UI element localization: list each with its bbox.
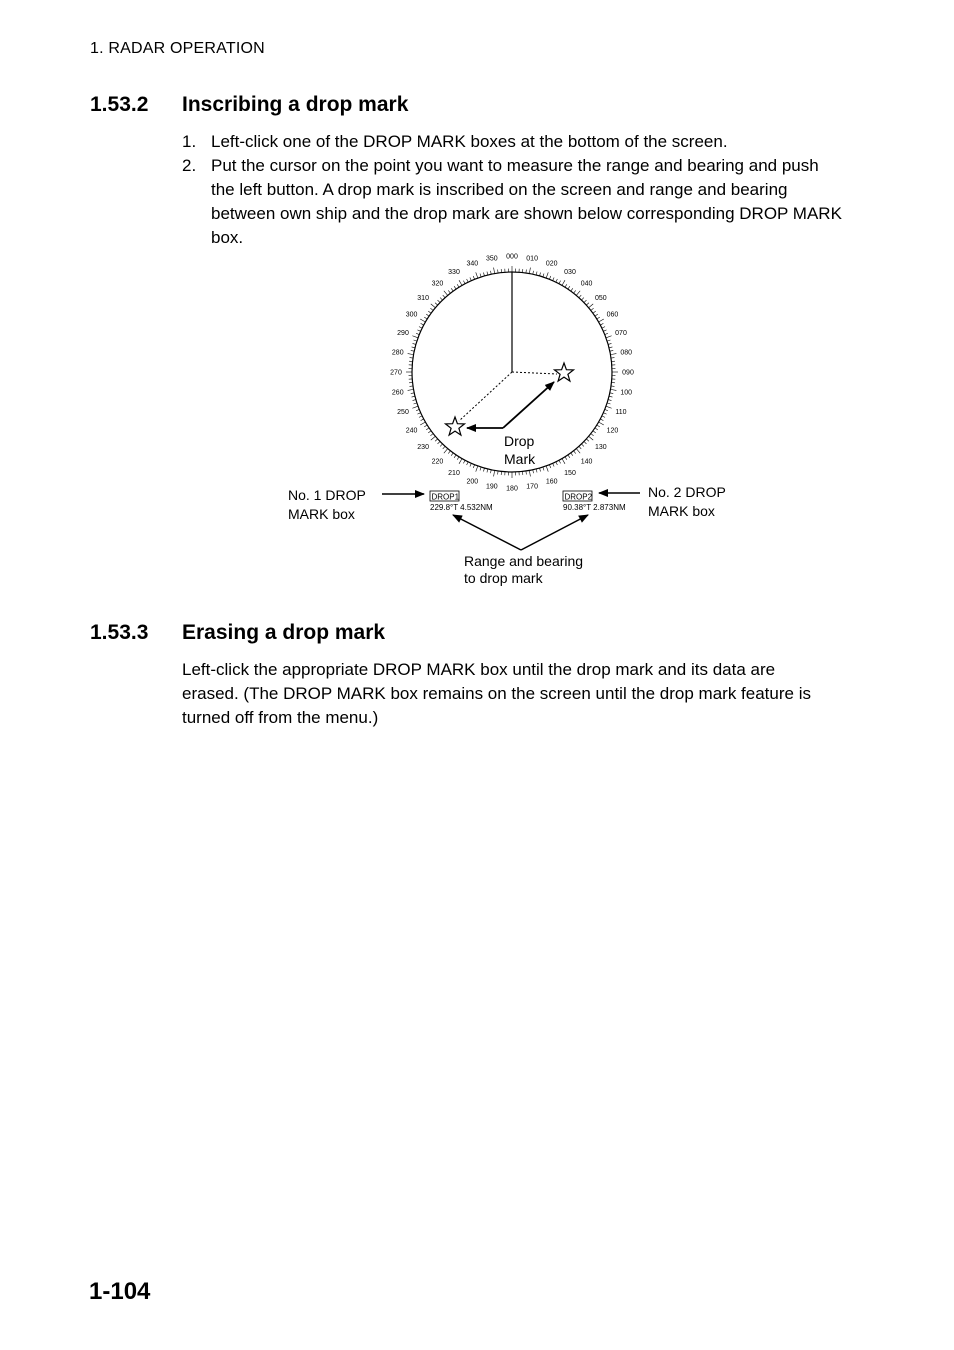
bearing-tick — [421, 323, 424, 325]
drop-mark-label-line1: Drop — [504, 433, 535, 449]
bearing-tick — [533, 271, 534, 274]
bearing-tick — [424, 425, 427, 427]
bearing-tick — [607, 340, 610, 341]
bearing-tick — [610, 389, 616, 390]
bearing-tick — [546, 272, 548, 278]
bearing-tick — [553, 277, 554, 280]
bearing-tick — [430, 308, 433, 310]
drop-mark-diagram — [0, 0, 954, 600]
bearing-tick — [574, 290, 576, 293]
bearing-tick — [571, 288, 573, 291]
bearing-tick — [581, 444, 583, 447]
bearing-tick — [411, 393, 414, 394]
bearing-tick — [470, 463, 471, 466]
bearing-tick — [546, 466, 548, 472]
callout-range-line1: Range and bearing — [464, 553, 584, 569]
bearing-label: 290 — [397, 329, 409, 337]
bearing-label: 150 — [564, 469, 576, 477]
bearing-tick — [408, 354, 414, 355]
bearing-tick — [593, 311, 596, 313]
drop2-box-label: DROP2 — [564, 492, 593, 502]
bearing-tick — [610, 354, 616, 355]
bearing-tick — [438, 441, 441, 443]
bearing-tick — [490, 470, 491, 473]
bearing-label: 080 — [620, 349, 633, 357]
bearing-label: 220 — [431, 458, 444, 466]
bearing-tick — [454, 286, 456, 289]
bearing-tick — [556, 462, 558, 465]
bearing-tick — [467, 279, 469, 282]
bearing-label: 050 — [595, 294, 607, 302]
bearing-label: 100 — [620, 389, 633, 397]
bearing-tick — [559, 460, 561, 463]
bearing-tick — [443, 446, 445, 449]
bearing-tick — [597, 425, 600, 427]
bearing-tick — [480, 274, 481, 277]
bearing-tick — [562, 459, 565, 464]
bearing-tick — [413, 400, 416, 401]
bearing-tick — [444, 291, 448, 296]
bearing-tick — [586, 303, 589, 305]
section-number: 1.53.2 — [90, 93, 149, 116]
bearing-label: 270 — [390, 369, 402, 377]
bearing-tick — [414, 403, 417, 404]
bearing-tick — [451, 288, 453, 291]
bearing-tick — [412, 396, 415, 397]
bearing-label: 280 — [391, 349, 404, 357]
section-heading-erasing — [90, 621, 385, 645]
bearing-label: 350 — [486, 255, 498, 263]
bearing-tick — [536, 272, 537, 275]
bearing-tick — [576, 291, 580, 296]
bearing-tick — [417, 330, 420, 331]
bearing-tick — [419, 416, 422, 418]
bearing-label: 190 — [486, 483, 498, 491]
bearing-tick — [608, 343, 611, 344]
bearing-tick — [476, 272, 478, 278]
bearing-tick — [543, 467, 544, 470]
callout-no2-line2: MARK box — [648, 503, 715, 519]
bearing-tick — [483, 468, 484, 471]
bearing-tick — [420, 422, 425, 425]
bearing-tick — [426, 428, 429, 430]
bearing-tick — [597, 317, 600, 319]
callout-no1-line2: MARK box — [288, 506, 355, 522]
drop-mark-label-line2: Mark — [504, 451, 536, 467]
bearing-tick — [440, 298, 442, 301]
bearing-tick — [494, 470, 495, 476]
running-head: 1. RADAR OPERATION — [90, 40, 265, 57]
bearing-tick — [591, 434, 594, 436]
bearing-label: 110 — [615, 409, 627, 417]
bearing-tick — [470, 277, 471, 280]
bearing-tick — [589, 436, 594, 440]
bearing-tick — [457, 457, 459, 460]
bearing-tick — [419, 327, 422, 329]
bearing-tick — [610, 393, 613, 394]
bearing-tick — [428, 311, 431, 313]
bearing-tick — [533, 470, 534, 473]
bearing-tick — [413, 343, 416, 344]
bearing-label: 320 — [431, 280, 444, 288]
bearing-tick — [559, 281, 561, 284]
bearing-tick — [602, 327, 605, 329]
bearing-label: 040 — [580, 280, 593, 288]
bearing-tick — [602, 416, 605, 418]
bearing-label: 160 — [545, 478, 558, 486]
bearing-tick — [487, 469, 488, 472]
bearing-tick — [473, 276, 474, 279]
bearing-tick — [438, 300, 441, 302]
drop-mark-1-star-icon — [446, 417, 465, 435]
step-number: 1. — [182, 132, 197, 151]
bearing-tick — [451, 453, 453, 456]
drop-mark-2-star-icon — [555, 363, 574, 381]
bearing-tick — [430, 434, 433, 436]
erasing-paragraph: Left-click the appropriate DROP MARK box until the drop mark and its data are erased. (The DROP MARK box remains on the screen until the drop mark feature is turned off from the menu.) — [182, 660, 811, 727]
bearing-tick — [568, 455, 570, 458]
bearing-tick — [412, 406, 418, 408]
bearing-label: 230 — [417, 444, 429, 452]
bearing-tick — [608, 400, 611, 401]
bearing-tick — [448, 290, 450, 293]
bearing-tick — [610, 350, 613, 351]
bearing-label: 020 — [545, 260, 558, 268]
bearing-line-drop1 — [459, 372, 512, 421]
bearing-tick — [463, 460, 465, 463]
drop-mark-arrow-2 — [503, 382, 554, 428]
bearing-tick — [454, 455, 456, 458]
bearing-label: 330 — [448, 269, 460, 277]
bearing-tick — [607, 403, 610, 404]
bearing-tick — [480, 467, 481, 470]
bearing-tick — [543, 274, 544, 277]
bearing-tick — [579, 446, 581, 449]
bearing-label: 010 — [526, 255, 538, 263]
bearing-label: 170 — [526, 483, 538, 491]
bearing-tick — [473, 465, 474, 468]
bearing-tick — [599, 319, 604, 322]
bearing-tick — [603, 330, 606, 331]
bearing-tick — [581, 298, 583, 301]
bearing-tick — [426, 314, 429, 316]
bearing-tick — [595, 428, 598, 430]
bearing-tick — [459, 280, 462, 285]
bearing-tick — [490, 271, 491, 274]
bearing-tick — [431, 436, 436, 440]
bearing-tick — [584, 300, 587, 302]
bearing-tick — [408, 389, 414, 390]
bearing-tick — [589, 304, 594, 308]
bearing-tick — [565, 284, 567, 287]
bearing-tick — [562, 280, 565, 285]
bearing-label: 310 — [417, 294, 429, 302]
bearing-tick — [414, 340, 417, 341]
callout-range-line2: to drop mark — [464, 570, 543, 586]
bearing-tick — [568, 286, 570, 289]
bearing-tick — [605, 333, 608, 334]
bearing-label: 300 — [405, 311, 418, 319]
bearing-tick — [565, 457, 567, 460]
section-title: Erasing a drop mark — [182, 621, 386, 644]
bearing-tick — [579, 295, 581, 298]
bearing-label: 240 — [405, 427, 418, 435]
bearing-label: 180 — [506, 485, 518, 493]
bearing-label: 030 — [564, 269, 576, 277]
bearing-tick — [591, 308, 594, 310]
bearing-tick — [421, 419, 424, 421]
bearing-label: 140 — [580, 458, 593, 466]
bearing-tick — [549, 465, 550, 468]
bearing-tick — [529, 268, 530, 274]
step-text: Left-click one of the DROP MARK boxes at the bottom of the screen. — [211, 132, 728, 151]
page-number: 1-104 — [89, 1278, 151, 1305]
bearing-tick — [435, 439, 438, 441]
bearing-tick — [424, 317, 427, 319]
bearing-tick — [483, 273, 484, 276]
bearing-tick — [494, 268, 495, 274]
callout-no1-line1: No. 1 DROP — [288, 487, 366, 503]
bearing-label: 060 — [606, 311, 619, 319]
bearing-label: 070 — [615, 329, 627, 337]
bearing-tick — [476, 466, 478, 472]
bearing-tick — [467, 462, 469, 465]
bearing-tick — [463, 281, 465, 284]
drop1-box-label: DROP1 — [431, 492, 460, 502]
bearing-tick — [600, 323, 603, 325]
bearing-tick — [487, 272, 488, 275]
bearing-tick — [595, 314, 598, 316]
bearing-tick — [443, 295, 445, 298]
bearing-tick — [536, 469, 537, 472]
bearing-tick — [586, 439, 589, 441]
bearing-tick — [457, 284, 459, 287]
bearing-label: 120 — [606, 427, 619, 435]
callout-range-arrow-left — [453, 515, 521, 550]
bearing-tick — [576, 449, 580, 454]
step-text: Put the cursor on the point you want to measure the range and bearing and push the left button. A drop mark is inscribed on the screen and range and bearing between own ship and the drop mark are shown below corresponding DROP MARK box. — [211, 156, 842, 247]
step-number: 2. — [182, 156, 197, 175]
bearing-tick — [603, 413, 606, 414]
bearing-tick — [412, 347, 415, 348]
bearing-tick — [593, 431, 596, 433]
bearing-tick — [540, 468, 541, 471]
bearing-label: 200 — [466, 478, 479, 486]
bearing-tick — [416, 409, 419, 410]
bearing-tick — [605, 409, 608, 410]
bearing-tick — [529, 470, 530, 476]
bearing-tick — [420, 319, 425, 322]
bearing-tick — [606, 336, 612, 338]
bearing-tick — [412, 336, 418, 338]
bearing-tick — [606, 406, 612, 408]
bearing-tick — [571, 453, 573, 456]
bearing-label: 090 — [622, 369, 634, 377]
bearing-tick — [440, 444, 442, 447]
section-title: Inscribing a drop mark — [182, 93, 409, 116]
bearing-tick — [540, 273, 541, 276]
bearing-tick — [431, 304, 436, 308]
bearing-tick — [448, 451, 450, 454]
bearing-tick — [411, 350, 414, 351]
bearing-label: 210 — [448, 469, 460, 477]
bearing-tick — [609, 347, 612, 348]
bearing-tick — [435, 303, 438, 305]
bearing-tick — [428, 431, 431, 433]
bearing-tick — [444, 449, 448, 454]
bearing-tick — [416, 333, 419, 334]
drop2-range-bearing: 90.38°T 2.873NM — [563, 503, 626, 512]
bearing-tick — [584, 441, 587, 443]
bearing-label: 250 — [397, 409, 409, 417]
bearing-tick — [459, 459, 462, 464]
callout-range-arrow-right — [521, 515, 588, 550]
bearing-tick — [600, 419, 603, 421]
bearing-tick — [556, 279, 558, 282]
bearing-label: 340 — [466, 260, 479, 268]
bearing-tick — [574, 451, 576, 454]
section-number: 1.53.3 — [90, 621, 149, 644]
bearing-tick — [549, 276, 550, 279]
bearing-tick — [599, 422, 604, 425]
bearing-tick — [553, 463, 554, 466]
bearing-label: 260 — [391, 389, 404, 397]
bearing-label: 130 — [595, 444, 607, 452]
bearing-label: 000 — [506, 253, 518, 261]
bearing-tick — [609, 396, 612, 397]
bearing-tick — [417, 413, 420, 414]
drop1-range-bearing: 229.8°T 4.532NM — [430, 503, 493, 512]
callout-no2-line1: No. 2 DROP — [648, 484, 726, 500]
bearing-line-drop2 — [512, 372, 557, 374]
